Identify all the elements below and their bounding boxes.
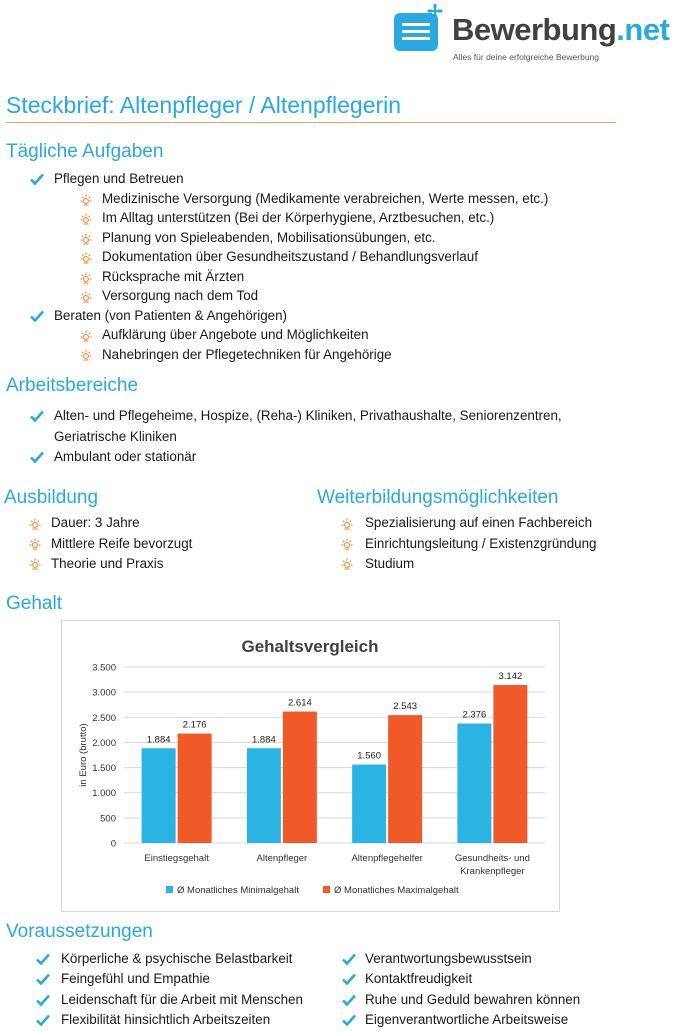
y-axis-label: in Euro (brutto): [78, 723, 89, 787]
sun-bullet-icon: [80, 291, 92, 303]
requirement-item: Kontaktfreudigkeit: [365, 971, 473, 986]
category-label: Altenpflegehelfer: [351, 853, 423, 864]
legend-swatch: [166, 886, 173, 893]
sun-bullet-icon: [341, 518, 353, 530]
y-tick-label: 0: [110, 838, 116, 850]
subtask-item: Aufklärung über Angebote und Möglichkeiten: [102, 327, 369, 342]
weiterbildung-item: Einrichtungsleitung / Existenzgründung: [365, 536, 597, 551]
logo-icon: [394, 4, 446, 52]
ausbildung-item: Theorie und Praxis: [51, 556, 164, 571]
legend-label: Ø Monatliches Maximalgehalt: [334, 885, 459, 896]
check-icon: [342, 994, 356, 1006]
salary-chart: [62, 621, 559, 911]
ausbildung-item: Mittlere Reife bevorzugt: [51, 536, 193, 551]
data-label: 1.884: [146, 734, 171, 746]
sun-bullet-icon: [29, 538, 41, 550]
category-label: Krankenpfleger: [460, 866, 525, 877]
subtask-item: Nahebringen der Pflegetechniken für Angehörige: [102, 347, 392, 362]
title-divider: [6, 122, 616, 123]
section-heading-gehalt: Gehalt: [6, 593, 62, 614]
y-tick-label: 3.500: [92, 662, 116, 674]
weiterbildung-item: Studium: [365, 556, 415, 571]
arbeitsbereich-item-continued: Geriatrische Kliniken: [54, 429, 177, 444]
subtask-item: Dokumentation über Gesundheitszustand / Behandlungsverlauf: [102, 249, 478, 264]
data-label: 2.614: [287, 697, 312, 709]
weiterbildung-item: Spezialisierung auf einen Fachbereich: [365, 515, 593, 530]
check-icon: [36, 953, 50, 965]
check-icon: [342, 973, 356, 985]
logo-wordmark: Bewerbung.net: [452, 12, 670, 47]
ausbildung-item: Dauer: 3 Jahre: [51, 515, 140, 530]
bar-min: [142, 748, 176, 843]
section-heading-voraussetzungen: Voraussetzungen: [6, 921, 153, 942]
legend-label: Ø Monatliches Minimalgehalt: [177, 885, 299, 896]
task-pflegen: Pflegen und Betreuen: [54, 171, 184, 186]
logo-tagline: Alles für deine erfolgreiche Bewerbung: [453, 52, 600, 62]
bar-max: [493, 685, 527, 843]
y-tick-label: 1.500: [92, 763, 116, 775]
task-beraten: Beraten (von Patienten & Angehörigen): [54, 308, 288, 323]
data-label: 3.142: [498, 671, 523, 683]
requirement-item: Leidenschaft für die Arbeit mit Menschen: [61, 992, 303, 1007]
subtask-item: Versorgung nach dem Tod: [102, 288, 259, 303]
bar-max: [178, 734, 212, 843]
arbeitsbereich-item: Ambulant oder stationär: [54, 449, 197, 464]
requirement-item: Körperliche & psychische Belastbarkeit: [61, 951, 293, 966]
sun-bullet-icon: [80, 213, 92, 225]
salary-chart-frame: [61, 620, 560, 912]
sun-bullet-icon: [341, 558, 353, 570]
y-tick-label: 2.500: [92, 712, 116, 724]
sun-bullet-icon: [29, 518, 41, 530]
sun-bullet-icon: [80, 349, 92, 361]
check-icon: [30, 410, 44, 422]
category-label: Einstiegsgehalt: [144, 853, 209, 864]
subtask-item: Planung von Spieleabenden, Mobilisationsübungen, etc.: [102, 230, 436, 245]
bar-max: [388, 715, 422, 843]
y-tick-label: 2.000: [92, 737, 116, 749]
requirement-item: Feingefühl und Empathie: [61, 971, 210, 986]
y-tick-label: 1.000: [92, 788, 116, 800]
check-icon: [36, 973, 50, 985]
data-label: 1.884: [251, 734, 276, 746]
requirement-item: Eigenverantwortliche Arbeitsweise: [365, 1012, 569, 1027]
data-label: 2.543: [393, 701, 418, 713]
sun-bullet-icon: [29, 558, 41, 570]
section-heading-weiterbildung: Weiterbildungsmöglichkeiten: [317, 487, 559, 508]
bar-min: [352, 765, 386, 843]
subtask-item: Im Alltag unterstützen (Bei der Körperhygiene, Arztbesuchen, etc.): [102, 210, 495, 225]
check-icon: [342, 1014, 356, 1026]
check-icon: [30, 310, 44, 322]
check-icon: [30, 451, 44, 463]
page-title: Steckbrief: Altenpfleger / Altenpflegerin: [6, 92, 402, 118]
subtask-item: Medizinische Versorgung (Medikamente verabreichen, Werte messen, etc.): [102, 191, 549, 206]
bar-min: [247, 748, 281, 843]
requirement-item: Flexibilität hinsichtlich Arbeitszeiten: [61, 1012, 271, 1027]
sun-bullet-icon: [80, 233, 92, 245]
sun-bullet-icon: [80, 272, 92, 284]
check-icon: [36, 1014, 50, 1026]
data-label: 1.560: [357, 750, 382, 762]
requirement-item: Ruhe und Geduld bewahren können: [365, 992, 581, 1007]
section-heading-ausbildung: Ausbildung: [4, 487, 99, 508]
section-heading-taegliche-aufgaben: Tägliche Aufgaben: [6, 141, 164, 162]
requirement-item: Verantwortungsbewusstsein: [365, 951, 532, 966]
data-label: 2.376: [462, 709, 487, 721]
subtask-item: Rücksprache mit Ärzten: [102, 269, 245, 284]
category-label: Altenpfleger: [256, 853, 308, 864]
check-icon: [36, 994, 50, 1006]
legend-swatch: [323, 886, 330, 893]
y-tick-label: 3.000: [92, 687, 116, 699]
bar-max: [283, 712, 317, 843]
check-icon: [30, 173, 44, 185]
bar-min: [457, 724, 491, 843]
section-heading-arbeitsbereiche: Arbeitsbereiche: [6, 375, 139, 396]
y-tick-label: 500: [100, 813, 116, 825]
arbeitsbereich-item: Alten- und Pflegeheime, Hospize, (Reha-) Kliniken, Privathaushalte, Seniorenzentren,: [54, 408, 562, 423]
sun-bullet-icon: [80, 252, 92, 264]
check-icon: [342, 953, 356, 965]
chart-title: Gehaltsvergleich: [241, 637, 379, 656]
sun-bullet-icon: [80, 330, 92, 342]
sun-bullet-icon: [80, 194, 92, 206]
sun-bullet-icon: [341, 538, 353, 550]
category-label: Gesundheits- und: [454, 853, 530, 864]
data-label: 2.176: [182, 719, 207, 731]
